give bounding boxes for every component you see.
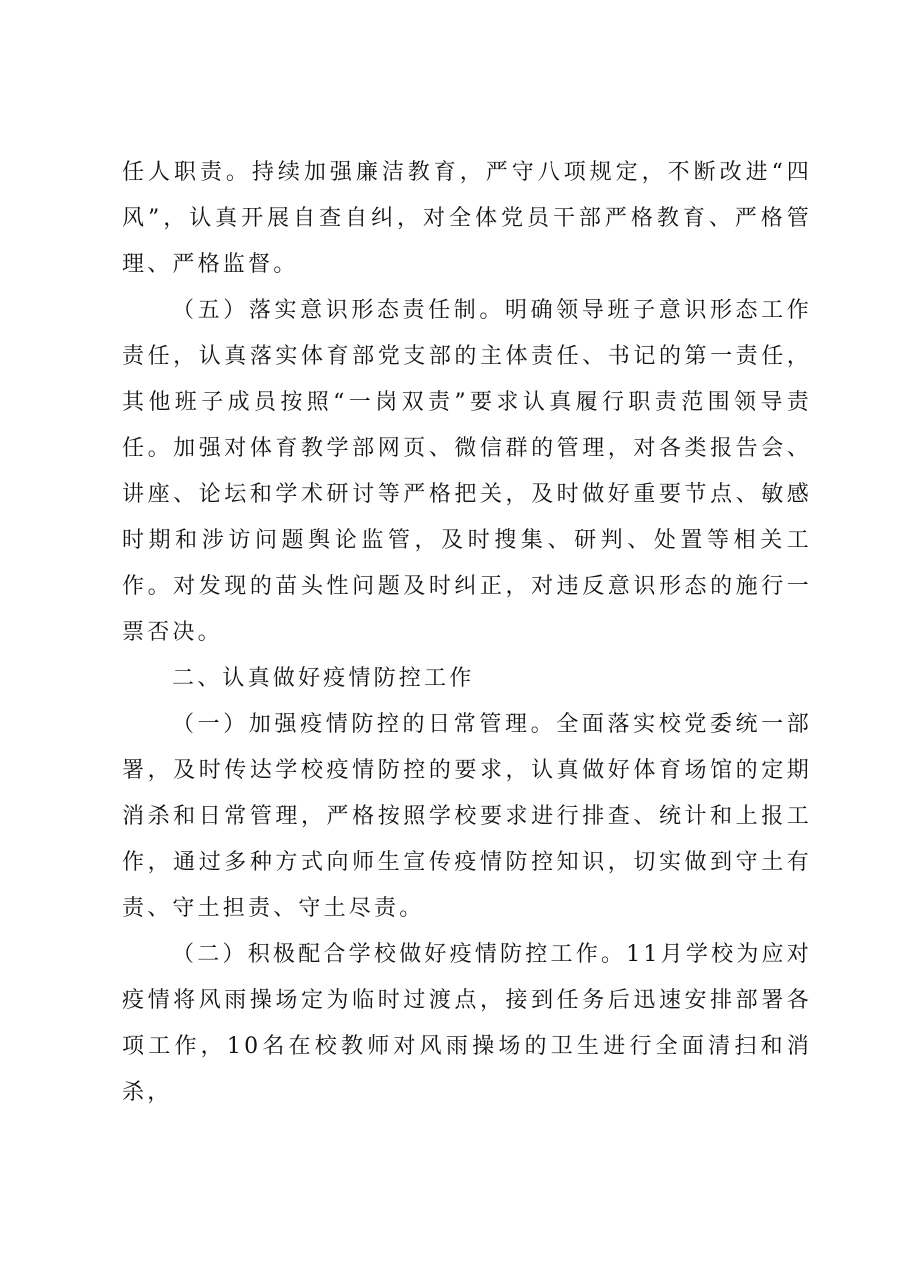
document-body (122, 150, 812, 1116)
paragraph-daily-management: （一）加强疫情防控的日常管理。全面落实校党委统一部署，及时传达学校疫情防控的要求，认真做好体育场馆的定期消杀和日常管理，严格按照学校要求进行排查、统计和上报工作，通过多种方式向师生宣传疫情防控知识，切实做到守土有责、守土担责、守土尽责。 (122, 712, 812, 921)
paragraph-responsibility-continuation: 任人职责。持续加强廉洁教育，严守八项规定，不断改进“四风”，认真开展自查自纠，对全体党员干部严格教育、严格管理、严格监督。 (122, 160, 812, 277)
paragraph-ideology-responsibility: （五）落实意识形态责任制。明确领导班子意识形态工作责任，认真落实体育部党支部的主体责任、书记的第一责任，其他班子成员按照“一岗双责”要求认真履行职责范围领导责任。加强对体育教学部网页、微信群的管理，对各类报告会、讲座、论坛和学术研讨等严格把关，及时做好重要节点、敏感时期和涉访问题舆论监管，及时搜集、研判、处置等相关工作。对发现的苗头性问题及时纠正，对违反意识形态的施行一票否决。 (122, 298, 812, 645)
paragraph-school-cooperation: （二）积极配合学校做好疫情防控工作。11月学校为应对疫情将风雨操场定为临时过渡点，接到任务后迅速安排部署各项工作，10名在校教师对风雨操场的卫生进行全面清扫和消杀， (122, 942, 812, 1105)
section-heading-epidemic-control: 二、认真做好疫情防控工作 (172, 666, 475, 691)
